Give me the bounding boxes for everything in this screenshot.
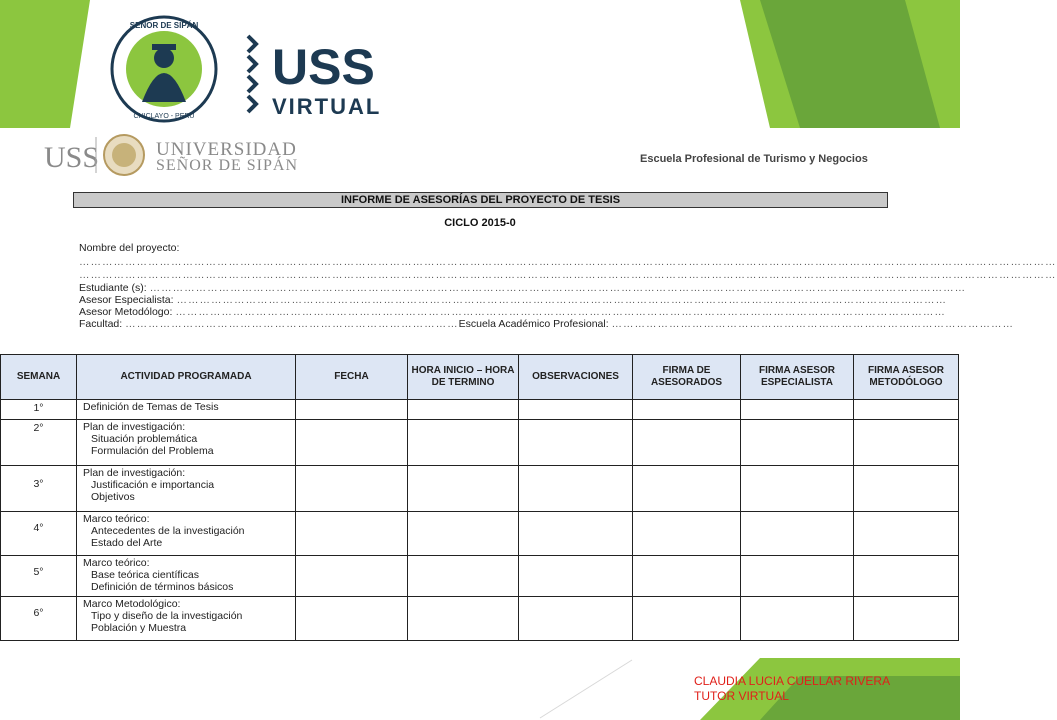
university-seal-logo xyxy=(108,14,236,124)
col-sign-advisees: FIRMA DE ASESORADOS xyxy=(633,355,741,400)
field-project: Nombre del proyecto: xyxy=(79,242,180,254)
activity-cell: Definición de Temas de Tesis xyxy=(77,400,296,420)
table-row xyxy=(1,556,959,597)
table-header-row xyxy=(1,355,959,400)
col-sign-specialist: FIRMA ASESOR ESPECIALISTA xyxy=(741,355,854,400)
activity-cell: Plan de investigación: Justificación e importancia Objetivos xyxy=(77,466,296,512)
week-cell: 6° xyxy=(1,597,77,641)
table-row xyxy=(1,400,959,420)
col-time: HORA INICIO – HORA DE TERMINO xyxy=(408,355,519,400)
school-name: Escuela Profesional de Turismo y Negocios xyxy=(640,153,868,165)
field-faculty: Facultad: ……………………………………………………………………………Escuela Académico Profesional: …………………………………………………………………………………………… xyxy=(79,318,1015,330)
document-university-logo xyxy=(44,133,304,177)
svg-text:CHICLAYO - PERÚ: CHICLAYO - PERÚ xyxy=(133,113,195,120)
week-cell: 3° xyxy=(1,466,77,512)
bottom-accent-line xyxy=(540,660,632,718)
week-cell: 1° xyxy=(1,400,77,420)
activity-cell: Plan de investigación: Situación problemática Formulación del Problema xyxy=(77,420,296,466)
activity-cell: Marco teórico: Antecedentes de la investigación Estado del Arte xyxy=(77,512,296,556)
uss-virtual-logo xyxy=(242,28,392,118)
col-observations: OBSERVACIONES xyxy=(519,355,633,400)
field-project-line2: ………………………………………………………………………………………………………………………………………………………………………………………………………………………………… xyxy=(79,269,1057,281)
uss-chevrons-icon xyxy=(242,28,392,118)
col-date: FECHA xyxy=(296,355,408,400)
week-cell: 5° xyxy=(1,556,77,597)
week-cell: 2° xyxy=(1,420,77,466)
author-role: TUTOR VIRTUAL xyxy=(694,689,789,703)
svg-text:SEÑOR DE SIPÁN: SEÑOR DE SIPÁN xyxy=(129,21,199,30)
field-student: Estudiante (s): …………………………………………………………………………………………………………………………………………………………………………………………… xyxy=(79,282,967,294)
table-row xyxy=(1,420,959,466)
col-week: SEMANA xyxy=(1,355,77,400)
doc-logo-line2: SEÑOR DE SIPÁN xyxy=(156,157,299,174)
col-sign-methodologist: FIRMA ASESOR METODÓLOGO xyxy=(854,355,959,400)
table-row xyxy=(1,512,959,556)
table-row xyxy=(1,597,959,641)
left-green-band xyxy=(0,0,90,128)
field-specialist: Asesor Especialista: ………………………………………………………………………………………………………………………………………………………………………………… xyxy=(79,294,947,306)
svg-text:VIRTUAL: VIRTUAL xyxy=(272,94,382,119)
field-school-academic: Escuela Académico Profesional: xyxy=(458,318,609,330)
svg-text:USS: USS xyxy=(272,39,375,95)
doc-seal-icon xyxy=(44,133,154,177)
author-signature xyxy=(694,674,890,704)
doc-logo-line1: UNIVERSIDAD xyxy=(156,139,297,160)
header-logos xyxy=(108,14,398,124)
cycle-label: CICLO 2015-0 xyxy=(444,217,516,229)
activity-cell: Marco Metodológico: Tipo y diseño de la investigación Población y Muestra xyxy=(77,597,296,641)
week-cell: 4° xyxy=(1,512,77,556)
advisory-table xyxy=(0,354,959,641)
document-title: INFORME DE ASESORÍAS DEL PROYECTO DE TESIS xyxy=(73,192,888,208)
author-name: CLAUDIA LUCIA CUELLAR RIVERA xyxy=(694,674,891,688)
field-methodologist: Asesor Metodólogo: ………………………………………………………………………………………………………………………………………………………………………………… xyxy=(79,306,946,318)
col-activity: ACTIVIDAD PROGRAMADA xyxy=(77,355,296,400)
field-project-line1: ………………………………………………………………………………………………………………………………………………………………………………………………………………………………… xyxy=(79,256,1057,268)
activity-cell: Marco teórico: Base teórica científicas Definición de términos básicos xyxy=(77,556,296,597)
table-row xyxy=(1,466,959,512)
svg-text:USS: USS xyxy=(44,141,100,174)
